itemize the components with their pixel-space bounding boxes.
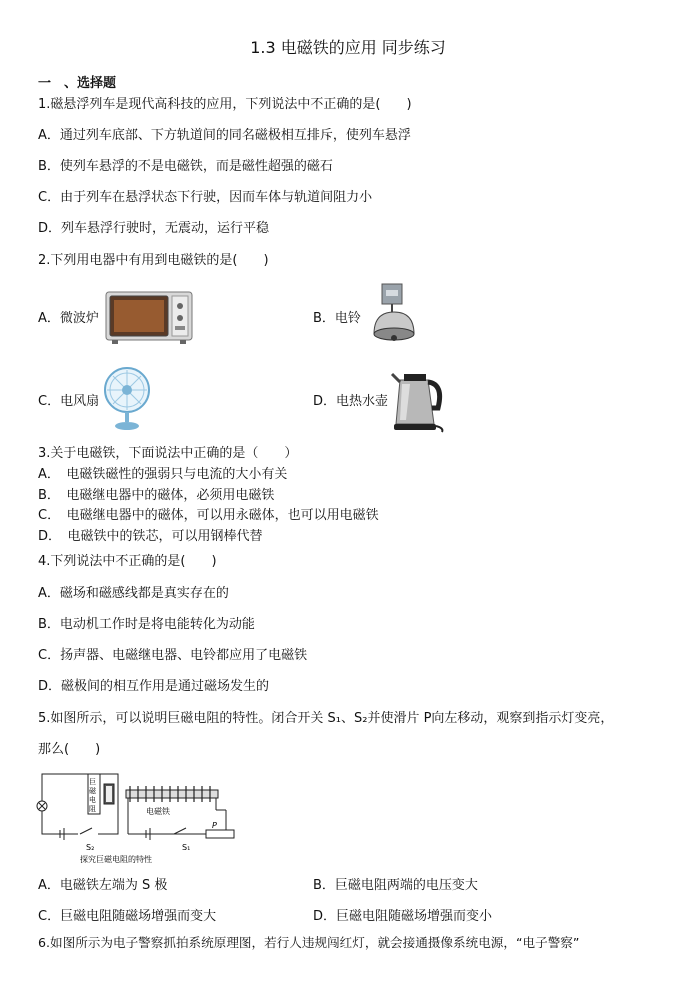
q5-stem-line2: 那么( ) [38,742,101,757]
q5-option-c: C．巨磁电阻随磁场增强而变大 [38,909,217,924]
q6-stem-line1: 6.如图所示为电子警察抓拍系统原理图，若行人违规闯红灯，就会接通摄像系统电源，“电子警察” [38,935,580,950]
q3-option-c: C． 电磁继电器中的磁体，可以用永磁体，也可以用电磁铁 [38,508,379,523]
section-heading: 一 、选择题 [38,76,117,91]
q2-option-c: C．电风扇 [38,394,100,409]
q2-stem: 2.下列用电器中有用到电磁铁的是( ) [38,253,269,268]
q3-option-d: D． 电磁铁中的铁芯，可以用钢棒代替 [38,529,263,544]
q4-option-b: B．电动机工作时是将电能转化为动能 [38,617,255,632]
electric-fan-image [101,366,153,432]
q5-option-b: B．巨磁电阻两端的电压变大 [313,878,478,893]
q1-option-d: D．列车悬浮行驶时，无震动，运行平稳 [38,221,270,236]
q4-option-a: A．磁场和磁感线都是真实存在的 [38,586,229,601]
gmr-label: 巨磁电阻 [89,778,96,813]
q4-option-d: D．磁极间的相互作用是通过磁场发生的 [38,679,270,694]
switch-s1-label: S₁ [182,843,191,852]
q3-option-b: B． 电磁继电器中的磁体，必须用电磁铁 [38,488,275,503]
q1-option-a: A．通过列车底部、下方轨道间的同名磁极相互排斥，使列车悬浮 [38,128,411,143]
electric-kettle-image [390,366,450,434]
page-title: 1.3 电磁铁的应用 同步练习 [250,38,446,57]
q5-option-a: A．电磁铁左端为 S 极 [38,878,168,893]
q5-option-d: D．巨磁电阻随磁场增强而变小 [313,909,493,924]
q1-option-b: B．使列车悬浮的不是电磁铁，而是磁性超强的磁石 [38,159,333,174]
slider-p-label: P [212,821,217,830]
microwave-image [104,288,194,346]
q3-option-a: A． 电磁铁磁性的强弱只与电流的大小有关 [38,467,288,482]
q5-stem-line1: 5.如图所示，可以说明巨磁电阻的特性。闭合开关 S₁、S₂并使滑片 P向左移动，观察到指示灯变亮， [38,711,614,726]
q1-stem: 1.磁悬浮列车是现代高科技的应用，下列说法中不正确的是( ) [38,97,412,112]
q4-stem: 4.下列说法中不正确的是( ) [38,554,217,569]
q3-stem: 3.关于电磁铁，下面说法中正确的是（ ） [38,446,298,461]
gmr-circuit-diagram [36,770,246,865]
q1-option-c: C．由于列车在悬浮状态下行驶，因而车体与轨道间阻力小 [38,190,373,205]
q2-option-a: A．微波炉 [38,311,99,326]
q4-option-c: C．扬声器、电磁继电器、电铃都应用了电磁铁 [38,648,308,663]
q2-option-b: B．电铃 [313,311,361,326]
electromagnet-label: 电磁铁 [146,807,170,816]
electric-bell-image [370,282,418,352]
figure-caption: 探究巨磁电阻的特性 [80,855,152,864]
switch-s2-label: S₂ [86,843,95,852]
q2-option-d: D．电热水壶 [313,394,389,409]
